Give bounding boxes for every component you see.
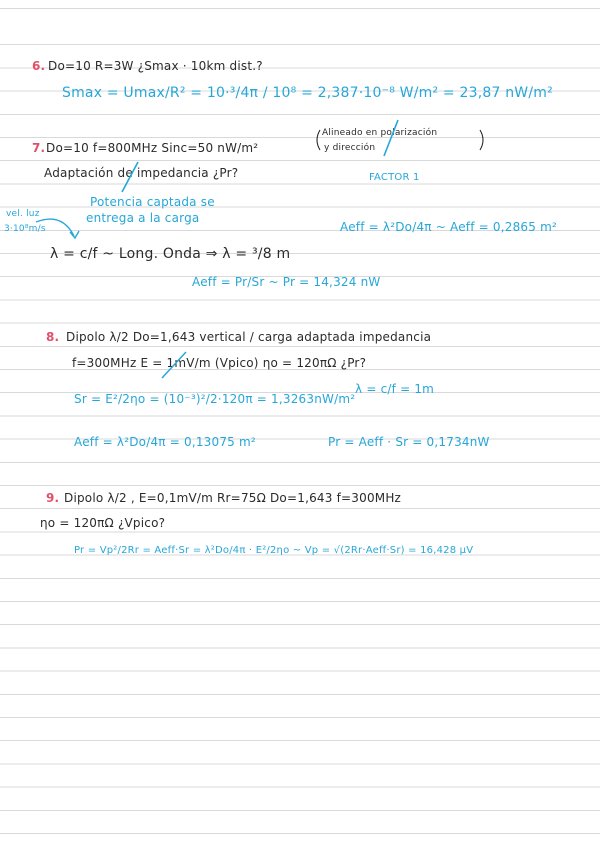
problem-7-lambda: λ = c/f ~ Long. Onda ⇒ λ = ³/8 m (50, 246, 291, 262)
note-direction: y dirección (324, 143, 376, 153)
problem-9-statement: Dipolo λ/2 , E=0,1mV/m Rr=75Ω Do=1,643 f=300MHz (64, 491, 402, 505)
problem-7-line2: Adaptación de impedancia ¿Pr? (44, 166, 239, 180)
problem-7-number: 7. (32, 141, 46, 155)
problem-8-line2: f=300MHz E = 1mV/m (Vpico) ηo = 120πΩ ¿Pr? (72, 356, 367, 370)
problem-7-statement: Do=10 f=800MHz Sinc=50 nW/m² (46, 141, 259, 155)
problem-7-aeff: Aeff = λ²Do/4π ~ Aeff = 0,2865 m² (340, 220, 558, 234)
problem-8-pr: Pr = Aeff · Sr = 0,1734nW (328, 435, 490, 449)
vel-luz-label: vel. luz (6, 209, 40, 219)
problem-9-number: 9. (46, 491, 60, 505)
problem-6-number: 6. (32, 59, 46, 73)
problem-9-line2: ηo = 120πΩ ¿Vpico? (40, 516, 166, 530)
problem-7-pr: Aeff = Pr/Sr ~ Pr = 14,324 nW (192, 275, 381, 289)
problem-8-aeff: Aeff = λ²Do/4π = 0,13075 m² (74, 435, 256, 449)
problem-8-statement: Dipolo λ/2 Do=1,643 vertical / carga adaptada impedancia (66, 330, 432, 344)
factor-label: FACTOR 1 (369, 172, 420, 183)
potencia-note-2: entrega a la carga (86, 211, 200, 225)
problem-8-sr: Sr = E²/2ηo = (10⁻³)²/2·120π = 1,3263nW/m² (74, 392, 356, 406)
potencia-note-1: Potencia captada se (90, 195, 215, 209)
problem-6-statement: Do=10 R=3W ¿Smax · 10km dist.? (48, 59, 263, 73)
problem-6-formula: Smax = Umax/R² = 10·³/4π / 10⁸ = 2,387·10⁻⁸ W/m² = 23,87 nW/m² (62, 85, 553, 101)
note-polarization: Alineado en polarización (322, 128, 438, 138)
problem-8-lambda: λ = c/f = 1m (355, 382, 435, 396)
problem-8-number: 8. (46, 330, 60, 344)
problem-9-formula: Pr = Vp²/2Rr = Aeff·Sr = λ²Do/4π · E²/2ηo ~ Vp = √(2Rr·Aeff·Sr) = 16,428 μV (74, 545, 474, 556)
vel-luz-value: 3·10⁸m/s (4, 224, 46, 234)
